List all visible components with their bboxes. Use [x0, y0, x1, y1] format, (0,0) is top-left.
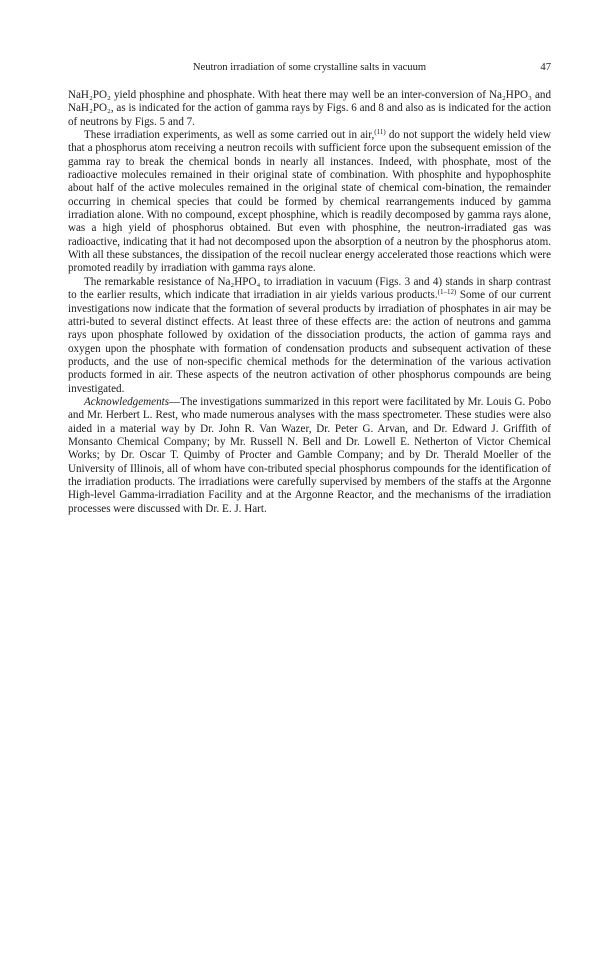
- paragraph-2-text-b: do not support the widely held view that a phosphorus atom receiving a neutron recoils with sufficient force upon the subsequent emission of the gamma ray to break the chemical bonds in nearly all instances. Indeed, with phosphate, most of the radioactive molecules remained in their original state of combination. With phosphite and hypophosphite about half of the active molecules remained in the original state of chemical com-bination, the remainder occurring in chemical species that could be formed by chemical rearrangements induced by gamma irradiation alone. With no compound, except phosphine, which is readily decomposed by gamma rays alone, was a high yield of phosphorus obtained. But even with phosphine, the neutron-irradiated gas was radioactive, indicating that it had not decomposed upon the absorption of a neutron by the phosphorus atom. With all these substances, the dissipation of the recoil nuclear energy accelerated those reactions which were promoted readily by irradiation with gamma rays alone.: [68, 129, 551, 275]
- article-body: [68, 89, 551, 516]
- paragraph-2-text-a: These irradiation experiments, as well as some carried out in air,: [84, 129, 375, 142]
- acknowledgements-text: —The investigations summarized in this report were facilitated by Mr. Louis G. Pobo and Mr. Herbert L. Rest, who made numerous analyses with the mass spectrometer. These studies were also aided in a material way by Dr. John R. Van Wazer, Dr. Peter G. Arvan, and Dr. Edward J. Griffith of Monsanto Chemical Company; by Mr. Russell N. Bell and Dr. Lowell E. Netherton of Victor Chemical Works; by Dr. Oscar T. Quimby of Procter and Gamble Company; and by Dr. Therald Moeller of the University of Illinois, all of whom have con-tributed special phosphorus compounds for the identification of the irradiation products. The irradiations were carefully supervised by members of the staffs at the Argonne High-level Gamma-irradiation Facility and at the Argonne Reactor, and the mechanisms of the irradiation processes were discussed with Dr. E. J. Hart.: [68, 395, 551, 515]
- acknowledgements-title: Acknowledgements: [84, 395, 170, 408]
- citation-ref-11: (11): [374, 128, 386, 137]
- running-title: Neutron irradiation of some crystalline salts in vacuum: [192, 62, 427, 73]
- paragraph-1: NaH₂PO₂ yield phosphine and phosphate. With heat there may well be an inter-conversion of Na₂HPO₃ and NaH₂PO₂, as is indicated for the action of gamma rays by Figs. 6 and 8 and also as is indicated for the action of neutrons by Figs. 5 and 7.: [68, 89, 551, 128]
- paragraph-3-text-a: The remarkable resistance of Na₂HPO₄ to irradiation in vacuum (Figs. 3 and 4) stands in sharp contrast to the earlier results, which indicate that irradiation in air yields various products.: [68, 275, 551, 302]
- page-header: [68, 62, 551, 80]
- paragraph-3-text-b: Some of our current investigations now indicate that the formation of several products by irradiation of phosphates in air may be attri-buted to several distinct effects. At least three of these effects are: the action of neutrons and gamma rays upon phosphate followed by oxidation of the dissociation products, the action of gamma rays and oxygen upon the phosphate with formation of condensation products and subsequent activation of these products, and the use of non-specific chemical methods for the determination of the various activation products formed in air. These aspects of the neutron activation of other phosphorus compounds are being investigated.: [68, 289, 551, 395]
- paragraph-3: [68, 276, 551, 396]
- paragraph-2: [68, 129, 551, 276]
- citation-ref-1-12: (1–12): [437, 288, 457, 297]
- acknowledgements: [68, 396, 551, 516]
- page-number: 47: [540, 62, 551, 73]
